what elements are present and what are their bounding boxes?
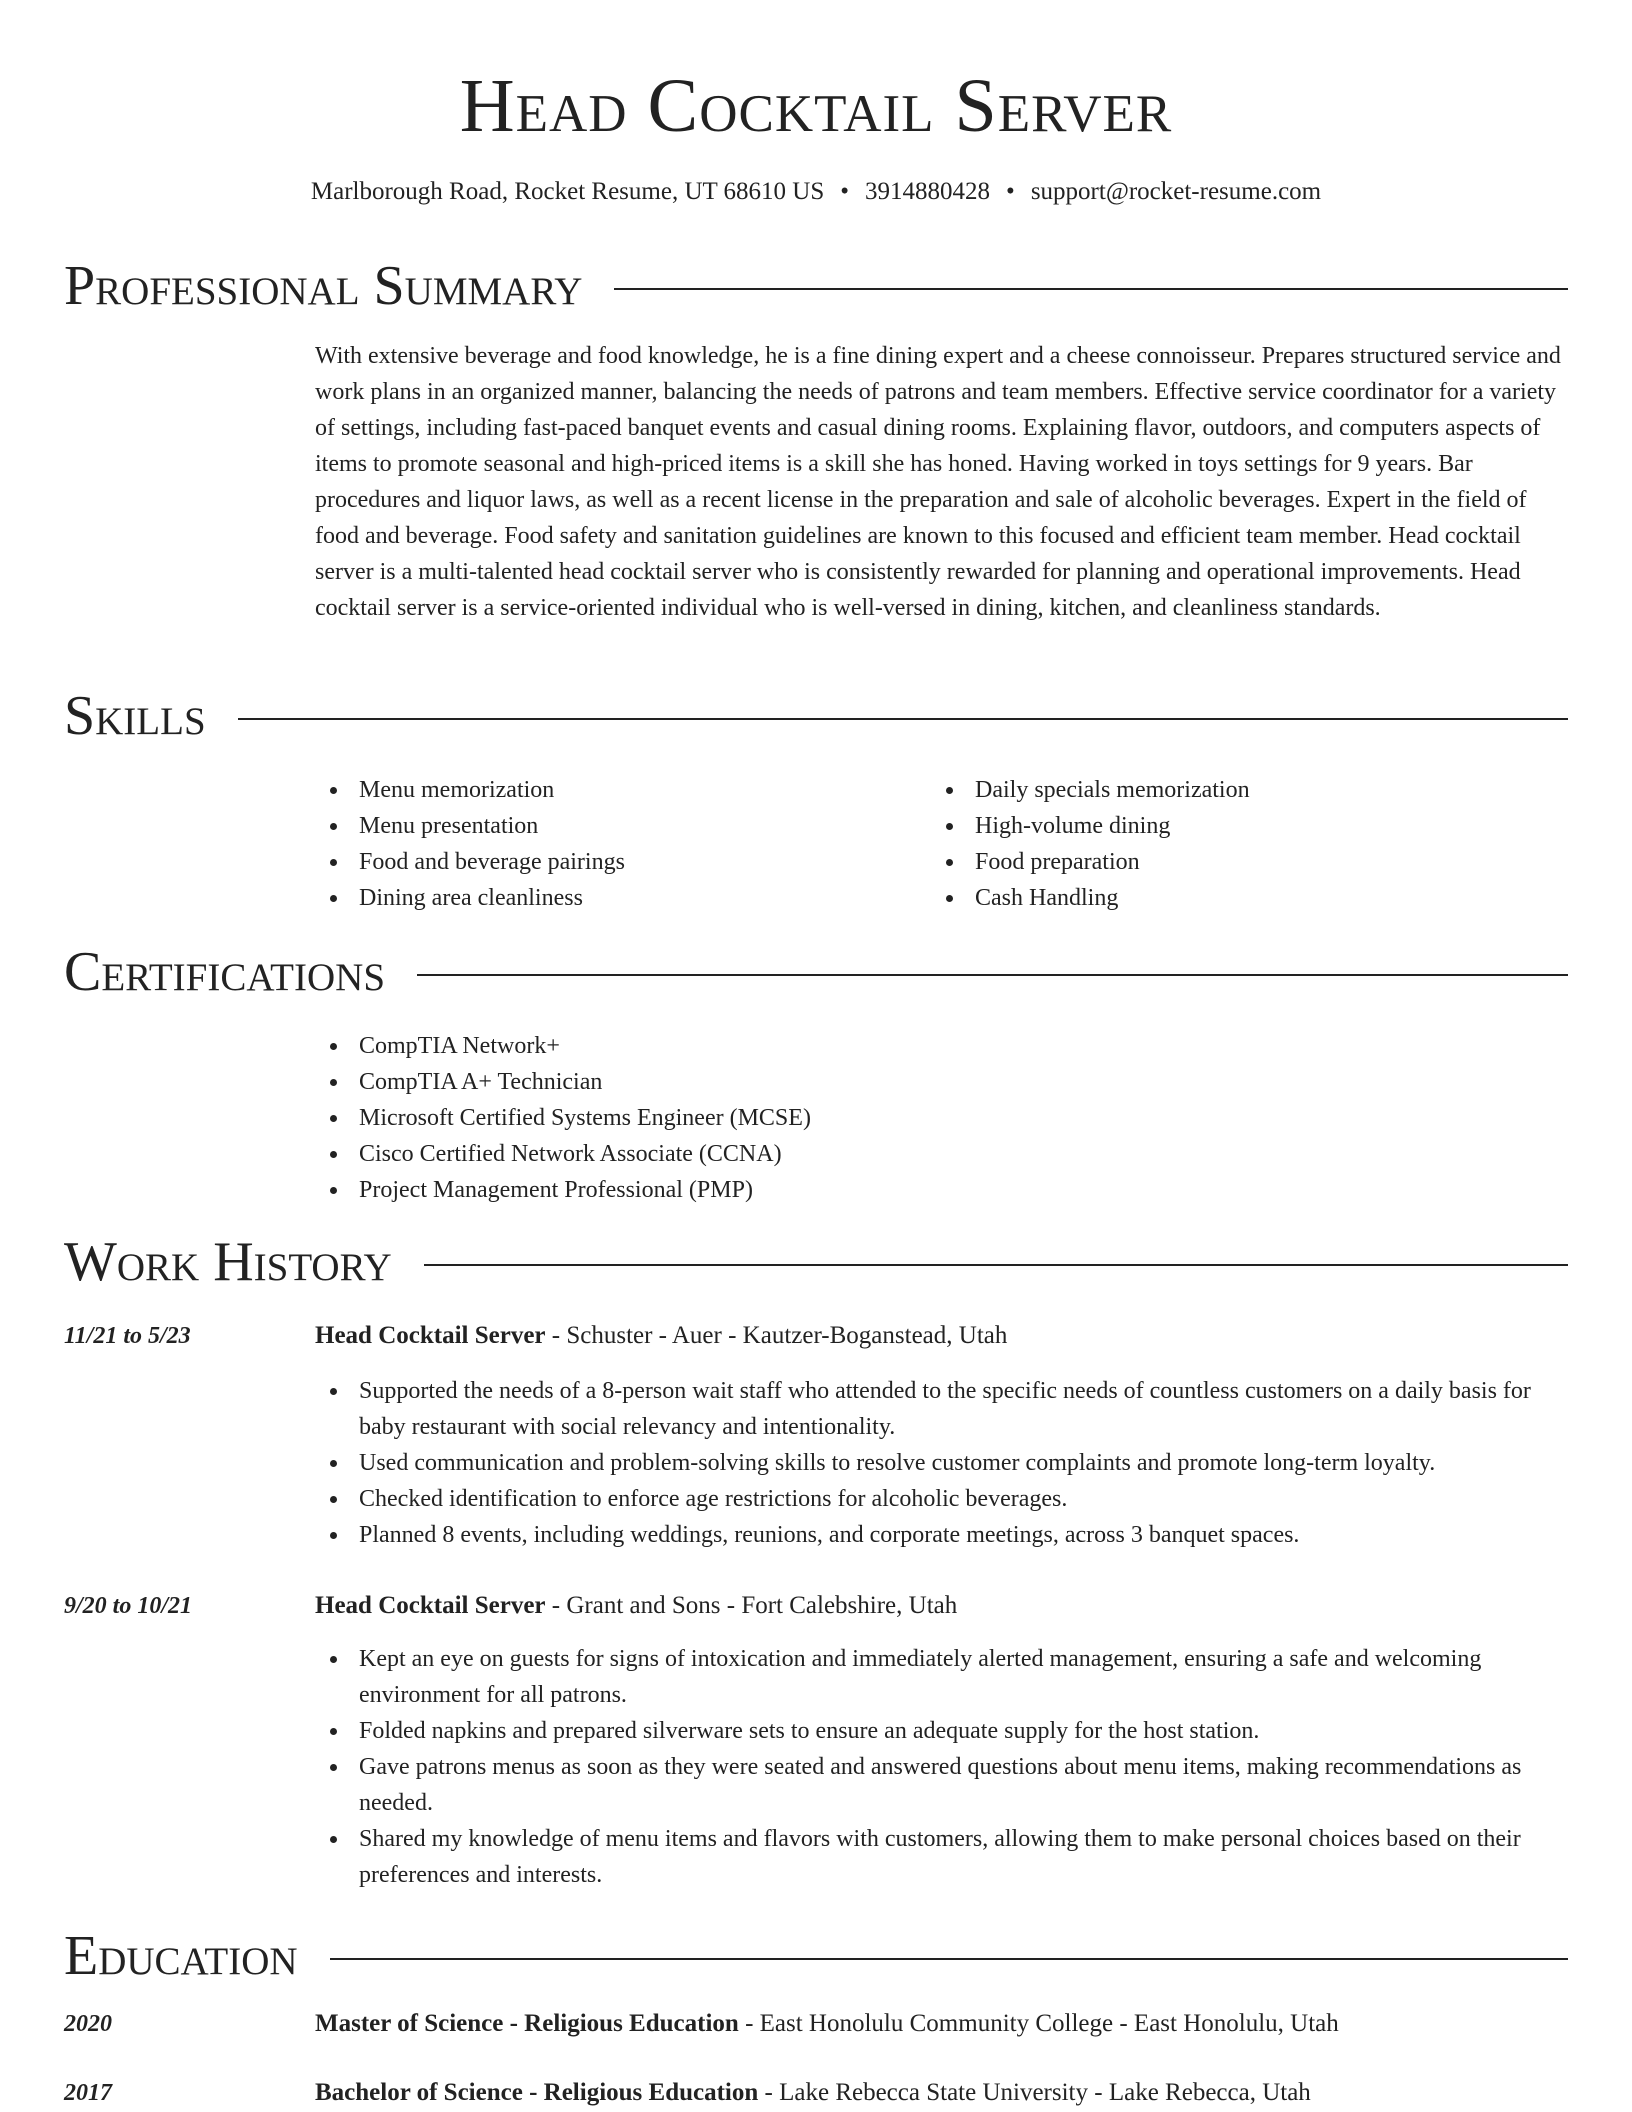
education-year: 2020 [64, 2011, 112, 2037]
job-dates: 9/20 to 10/21 [64, 1593, 193, 1619]
job-bullet: Folded napkins and prepared silverware sets to ensure an adequate supply for the host station. [315, 1713, 1568, 1749]
certifications-list [315, 1028, 811, 1208]
job-title-line [315, 1318, 1568, 1354]
skill-item: Cash Handling [931, 880, 1250, 916]
education-line [315, 2075, 1568, 2111]
section-title: Skills [64, 685, 206, 747]
skill-item: Dining area cleanliness [315, 880, 625, 916]
certification-item: Microsoft Certified Systems Engineer (MCSE) [315, 1100, 811, 1136]
skill-item: Menu presentation [315, 808, 625, 844]
contact-line [0, 174, 1632, 210]
job-bullet: Supported the needs of a 8-person wait staff who attended to the specific needs of countless customers on a daily basis for baby restaurant with social relevancy and intentionality. [315, 1373, 1568, 1445]
skill-item: Daily specials memorization [931, 772, 1250, 808]
skills-section-header [64, 684, 1568, 748]
education-school: - Lake Rebecca State University - Lake Rebecca, Utah [758, 2079, 1311, 2106]
skill-item: Food and beverage pairings [315, 844, 625, 880]
candidate-name: Head Cocktail Server [459, 64, 1173, 148]
education-line [315, 2006, 1568, 2042]
job-role: Head Cocktail Server [315, 1592, 546, 1619]
certification-item: Project Management Professional (PMP) [315, 1172, 811, 1208]
work-history-section-header [64, 1230, 1568, 1294]
job-bullet: Shared my knowledge of menu items and flavors with customers, allowing them to make personal choices based on their preferences and interests. [315, 1821, 1568, 1893]
section-title: Professional Summary [64, 255, 583, 317]
section-divider [417, 974, 1568, 976]
job-bullet: Checked identification to enforce age restrictions for alcoholic beverages. [315, 1481, 1568, 1517]
certifications-section-header [64, 940, 1568, 1004]
section-divider [424, 1264, 1568, 1266]
job-bullets [315, 1641, 1568, 1893]
skill-item: Menu memorization [315, 772, 625, 808]
separator: • [840, 178, 850, 205]
separator: • [1006, 178, 1015, 205]
job-title-line [315, 1588, 1568, 1624]
skills-list-left [315, 772, 625, 916]
certification-item: CompTIA A+ Technician [315, 1064, 811, 1100]
skill-item: Food preparation [931, 844, 1250, 880]
education-section-header [64, 1924, 1568, 1988]
education-degree: Bachelor of Science - Religious Education [315, 2079, 759, 2106]
summary-text: With extensive beverage and food knowledge, he is a fine dining expert and a cheese connoisseur. Prepares structured service and work plans in an organized manner, balancing the needs of patrons and team members. Effective service coordinator for a variety of settings, including fast-paced banquet events and casual dining rooms. Explaining flavor, outdoors, and computers aspects of items to promote seasonal and high-priced items is a skill she has honed. Having worked in toys settings for 9 years. Bar procedures and liquor laws, as well as a recent license in the preparation and sale of alcoholic beverages. Expert in the field of food and beverage. Food safety and sanitation guidelines are known to this focused and efficient team member. Head cocktail server is a multi-talented head cocktail server who is consistently rewarded for planning and operational improvements. Head cocktail server is a service-oriented individual who is well-versed in dining, kitchen, and cleanliness standards. [315, 343, 1561, 621]
job-employer: - Grant and Sons - Fort Calebshire, Utah [545, 1592, 958, 1619]
section-divider [614, 288, 1568, 290]
section-title: Work History [64, 1231, 392, 1293]
education-degree: Master of Science - Religious Education [315, 2010, 739, 2037]
job-bullets [315, 1373, 1568, 1553]
skills-list-right [931, 772, 1250, 916]
job-employer: - Schuster - Auer - Kautzer-Boganstead, Utah [545, 1322, 1008, 1349]
job-dates: 11/21 to 5/23 [64, 1323, 191, 1349]
section-divider [238, 718, 1568, 720]
address: Marlborough Road, Rocket Resume, UT 68610 US [310, 178, 825, 205]
job-bullet: Planned 8 events, including weddings, reunions, and corporate meetings, across 3 banquet spaces. [315, 1517, 1568, 1553]
certification-item: Cisco Certified Network Associate (CCNA) [315, 1136, 811, 1172]
job-role: Head Cocktail Server [315, 1322, 546, 1349]
phone: 3914880428 [865, 178, 991, 205]
education-year: 2017 [64, 2080, 112, 2106]
skill-item: High-volume dining [931, 808, 1250, 844]
job-bullet: Kept an eye on guests for signs of intoxication and immediately alerted management, ensuring a safe and welcoming environment for all patrons. [315, 1641, 1568, 1713]
job-bullet: Used communication and problem-solving skills to resolve customer complaints and promote long-term loyalty. [315, 1445, 1568, 1481]
education-school: - East Honolulu Community College - East Honolulu, Utah [738, 2010, 1339, 2037]
summary-section-header [64, 254, 1568, 318]
section-divider [330, 1958, 1568, 1960]
certification-item: CompTIA Network+ [315, 1028, 811, 1064]
section-title: Education [64, 1925, 298, 1987]
email-link[interactable]: support@rocket-resume.com [1030, 178, 1322, 205]
job-bullet: Gave patrons menus as soon as they were seated and answered questions about menu items, making recommendations as needed. [315, 1749, 1568, 1821]
section-title: Certifications [64, 941, 386, 1003]
